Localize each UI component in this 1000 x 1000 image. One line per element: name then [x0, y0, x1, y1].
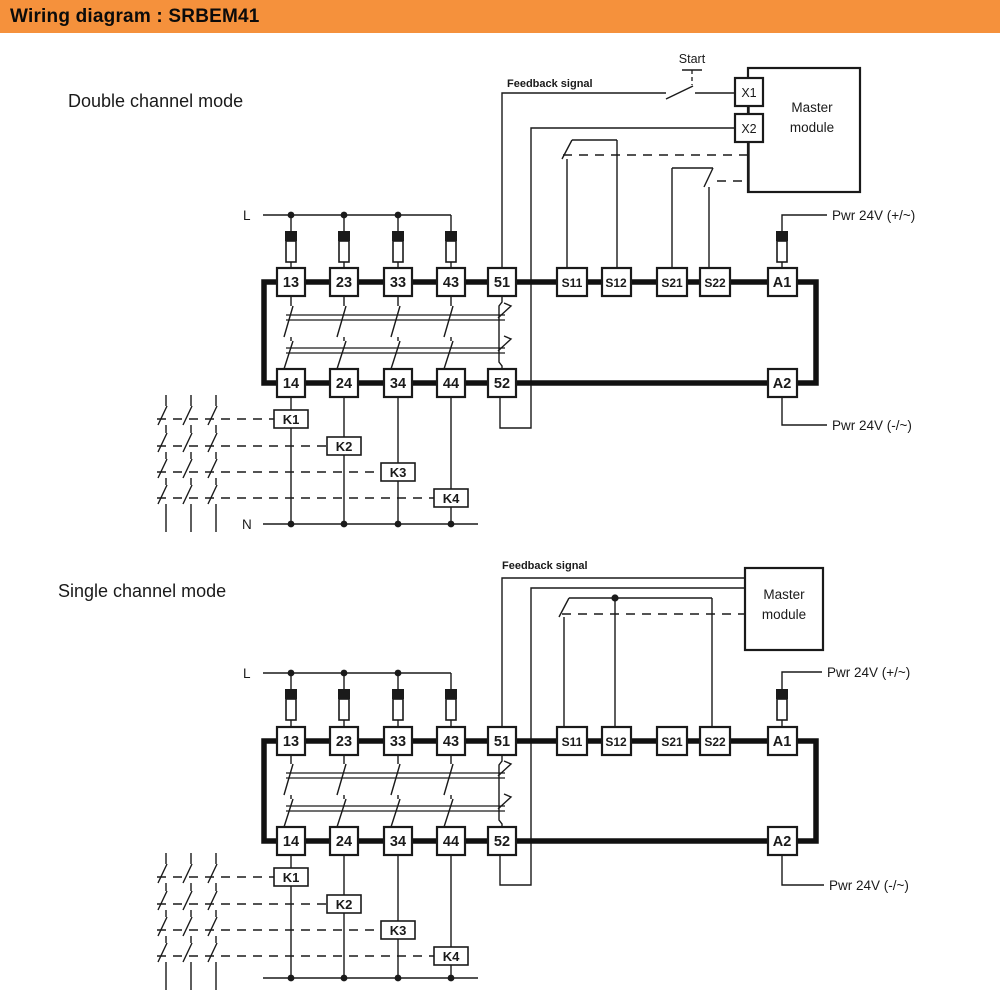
terminal-24-label: 24: [335, 834, 353, 850]
terminal-s21-label: S21: [661, 276, 683, 290]
junction-dot: [341, 521, 348, 528]
relay-k1-label: K1: [282, 412, 300, 427]
single-channel-diagram: [58, 560, 910, 990]
terminal-a1-label: A1: [772, 275, 792, 291]
junction-dot: [448, 521, 455, 528]
terminal-34-label: 34: [389, 376, 407, 392]
terminal-44-label: 44: [442, 376, 460, 392]
pwr-plus-wire: [782, 215, 827, 268]
pwr-minus-wire: [782, 397, 827, 425]
relay-coil-wires: [291, 397, 451, 524]
relay-k3-label: K3: [389, 465, 407, 480]
terminal-33-label: 33: [389, 734, 407, 750]
terminal-51-label: 51: [493, 275, 511, 291]
fuse-icon: [445, 673, 457, 727]
terminal-s12-label: S12: [605, 276, 627, 290]
external-contact-column: [158, 395, 167, 532]
fuse-icon: [392, 673, 404, 727]
terminal-23-label: 23: [335, 734, 353, 750]
feedback-wire-51: [502, 578, 745, 727]
terminal-x1-label: X1: [741, 86, 757, 100]
relay-contact-mechanism: [284, 755, 511, 827]
terminal-a2-label: A2: [772, 376, 792, 392]
relay-contact-mechanism: [284, 296, 511, 369]
line-l-label: L: [243, 208, 251, 223]
channel1-contact-icon: [562, 140, 617, 268]
pwr-plus-label: Pwr 24V (+/~): [832, 208, 916, 223]
line-l-label: L: [243, 666, 251, 681]
terminal-43-label: 43: [442, 275, 460, 291]
terminal-s12-label: S12: [605, 735, 627, 749]
fuse-icon: [776, 689, 788, 720]
fuse-icon: [338, 673, 350, 727]
terminal-52-label: 52: [493, 376, 511, 392]
neutral-n-label: N: [242, 517, 252, 532]
channel2-contact-icon: [672, 168, 713, 268]
junction-dot: [288, 521, 295, 528]
terminal-14-label: 14: [282, 376, 300, 392]
feedback-wire-51: [502, 93, 666, 268]
junction-dot: [288, 975, 295, 982]
feedback-signal-label: Feedback signal: [507, 78, 593, 90]
terminal-13-label: 13: [282, 734, 300, 750]
pwr-minus-label: Pwr 24V (-/~): [829, 878, 909, 893]
terminal-52-label: 52: [493, 834, 511, 850]
terminal-s22-label: S22: [704, 276, 726, 290]
junction-dot: [395, 975, 402, 982]
terminal-51-label: 51: [493, 734, 511, 750]
master-module-label-2: module: [789, 120, 835, 135]
external-contact-column: [183, 853, 192, 990]
fuse-icon: [285, 215, 297, 268]
pwr-plus-wire: [782, 672, 822, 727]
terminal-33-label: 33: [389, 275, 407, 291]
start-pushbutton-icon: [666, 52, 706, 99]
terminal-23-label: 23: [335, 275, 353, 291]
fuse-icon: [445, 215, 457, 268]
relay-k3-label: K3: [389, 923, 407, 938]
fuse-icon: [776, 231, 788, 262]
external-contact-column: [158, 853, 167, 990]
relay-k2-label: K2: [335, 439, 353, 454]
terminal-14-label: 14: [282, 834, 300, 850]
junction-dot: [448, 975, 455, 982]
terminal-34-label: 34: [389, 834, 407, 850]
section-label-double: Double channel mode: [68, 91, 244, 111]
junction-dot: [341, 975, 348, 982]
start-label: Start: [678, 52, 706, 66]
external-contact-column: [208, 853, 217, 990]
feedback-signal-label: Feedback signal: [502, 560, 588, 572]
fuse-icon: [338, 215, 350, 268]
external-contact-column: [208, 395, 217, 532]
relay-coil-wires: [291, 855, 451, 978]
page-title: Wiring diagram : SRBEM41: [10, 5, 260, 27]
terminal-a2-label: A2: [772, 834, 792, 850]
master-module-label-2: module: [761, 607, 807, 622]
terminal-s11-label: S11: [561, 276, 583, 290]
terminal-a1-label: A1: [772, 734, 792, 750]
terminal-13-label: 13: [282, 275, 300, 291]
junction-dot: [395, 521, 402, 528]
pwr-plus-label: Pwr 24V (+/~): [827, 665, 911, 680]
terminal-24-label: 24: [335, 376, 353, 392]
relay-k2-label: K2: [335, 897, 353, 912]
relay-k4-label: K4: [442, 949, 460, 964]
output-bus: [264, 282, 816, 383]
master-module-label-1: Master: [763, 587, 805, 602]
double-channel-diagram: [68, 52, 915, 532]
pwr-minus-label: Pwr 24V (-/~): [832, 418, 912, 433]
external-contact-column: [183, 395, 192, 532]
terminal-x2-label: X2: [741, 122, 757, 136]
terminal-s11-label: S11: [561, 735, 583, 749]
fuse-icon: [285, 673, 297, 727]
relay-k4-label: K4: [442, 491, 460, 506]
pwr-minus-wire: [782, 855, 824, 885]
terminal-43-label: 43: [442, 734, 460, 750]
section-label-single: Single channel mode: [58, 581, 227, 601]
fuse-icon: [392, 215, 404, 268]
master-module-label-1: Master: [791, 100, 833, 115]
terminal-s21-label: S21: [661, 735, 683, 749]
terminal-s22-label: S22: [704, 735, 726, 749]
terminal-44-label: 44: [442, 834, 460, 850]
relay-k1-label: K1: [282, 870, 300, 885]
